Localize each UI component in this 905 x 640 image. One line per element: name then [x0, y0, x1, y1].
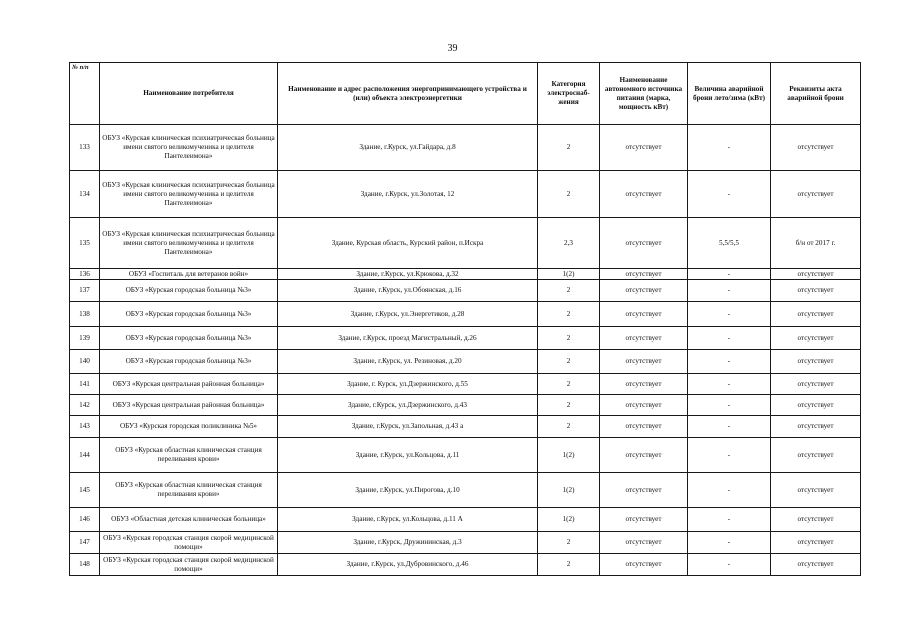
cell-object: Здание, г.Курск, ул.Дубровинского, д.46	[278, 554, 538, 576]
cell-act: отсутствует	[771, 171, 861, 218]
cell-num: 139	[70, 327, 100, 350]
cell-object: Здание, г.Курск, ул.Гайдара, д.8	[278, 125, 538, 171]
cell-reserve: -	[688, 473, 771, 508]
cell-consumer: ОБУЗ «Курская областная клиническая станция переливания крови»	[100, 473, 278, 508]
cell-source: отсутствует	[600, 438, 688, 473]
table-row	[70, 280, 861, 302]
cell-category: 1(2)	[538, 438, 600, 473]
table-row	[70, 554, 861, 576]
cell-category: 2	[538, 280, 600, 302]
cell-act: отсутствует	[771, 416, 861, 438]
cell-num: 143	[70, 416, 100, 438]
cell-object: Здание, г.Курск, ул.Пирогова, д.10	[278, 473, 538, 508]
cell-source: отсутствует	[600, 395, 688, 416]
cell-category: 2	[538, 171, 600, 218]
table-row	[70, 374, 861, 395]
cell-reserve: -	[688, 438, 771, 473]
cell-act: б/н от 2017 г.	[771, 218, 861, 269]
cell-source: отсутствует	[600, 280, 688, 302]
cell-act: отсутствует	[771, 350, 861, 374]
table-row	[70, 473, 861, 508]
cell-object: Здание, г.Курск, проезд Магистральный, д.26	[278, 327, 538, 350]
cell-object: Здание, г.Курск, ул.Энергетиков, д.28	[278, 302, 538, 327]
cell-consumer: ОБУЗ «Курская центральная районная больница»	[100, 374, 278, 395]
cell-act: отсутствует	[771, 302, 861, 327]
header-num: № п/п	[70, 63, 100, 125]
table-row	[70, 416, 861, 438]
cell-consumer: ОБУЗ «Курская клиническая психиатрическая больница имени святого великомученика и целителя Пантелеимона»	[100, 171, 278, 218]
cell-reserve: -	[688, 327, 771, 350]
cell-category: 2	[538, 125, 600, 171]
cell-category: 2	[538, 416, 600, 438]
cell-act: отсутствует	[771, 125, 861, 171]
cell-reserve: -	[688, 269, 771, 280]
cell-source: отсутствует	[600, 125, 688, 171]
cell-num: 142	[70, 395, 100, 416]
cell-act: отсутствует	[771, 473, 861, 508]
table-row	[70, 438, 861, 473]
cell-object: Здание, г.Курск, ул.Запольная, д.43 а	[278, 416, 538, 438]
cell-act: отсутствует	[771, 532, 861, 554]
cell-act: отсутствует	[771, 327, 861, 350]
cell-act: отсутствует	[771, 280, 861, 302]
cell-reserve: -	[688, 125, 771, 171]
cell-source: отсутствует	[600, 473, 688, 508]
table-row	[70, 327, 861, 350]
cell-source: отсутствует	[600, 218, 688, 269]
cell-category: 1(2)	[538, 473, 600, 508]
cell-consumer: ОБУЗ «Курская городская станция скорой медицинской помощи»	[100, 554, 278, 576]
table-body	[70, 125, 861, 576]
cell-num: 136	[70, 269, 100, 280]
cell-category: 2	[538, 374, 600, 395]
header-consumer: Наименование потребителя	[100, 63, 278, 125]
cell-num: 135	[70, 218, 100, 269]
cell-object: Здание, г.Курск, ул.Кольцова, д.11 А	[278, 508, 538, 532]
cell-num: 137	[70, 280, 100, 302]
cell-category: 1(2)	[538, 508, 600, 532]
cell-source: отсутствует	[600, 508, 688, 532]
cell-reserve: -	[688, 532, 771, 554]
cell-object: Здание, г.Курск, ул.Кольцова, д.11	[278, 438, 538, 473]
header-reserve: Величина аварийной брони лето/зима (кВт)	[688, 63, 771, 125]
cell-consumer: ОБУЗ «Курская городская больница №3»	[100, 327, 278, 350]
cell-reserve: -	[688, 554, 771, 576]
cell-reserve: -	[688, 171, 771, 218]
cell-num: 133	[70, 125, 100, 171]
table-row	[70, 302, 861, 327]
cell-num: 134	[70, 171, 100, 218]
table-row	[70, 269, 861, 280]
table-row	[70, 350, 861, 374]
cell-source: отсутствует	[600, 554, 688, 576]
cell-consumer: ОБУЗ «Курская городская больница №3»	[100, 302, 278, 327]
cell-reserve: -	[688, 416, 771, 438]
table-row	[70, 508, 861, 532]
cell-category: 2	[538, 395, 600, 416]
cell-category: 1(2)	[538, 269, 600, 280]
cell-source: отсутствует	[600, 269, 688, 280]
cell-source: отсутствует	[600, 350, 688, 374]
cell-category: 2	[538, 327, 600, 350]
cell-reserve: -	[688, 280, 771, 302]
cell-consumer: ОБУЗ «Курская городская поликлиника №5»	[100, 416, 278, 438]
header-act: Реквизиты акта аварийной брони	[771, 63, 861, 125]
cell-category: 2	[538, 302, 600, 327]
header-source: Наименование автономного источника питания (марка, мощность кВт)	[600, 63, 688, 125]
cell-object: Здание, г.Курск, Дружининская, д.3	[278, 532, 538, 554]
cell-source: отсутствует	[600, 327, 688, 350]
cell-num: 147	[70, 532, 100, 554]
cell-consumer: ОБУЗ «Курская областная клиническая станция переливания крови»	[100, 438, 278, 473]
cell-source: отсутствует	[600, 302, 688, 327]
cell-reserve: -	[688, 302, 771, 327]
cell-num: 140	[70, 350, 100, 374]
cell-consumer: ОБУЗ «Курская клиническая психиатрическая больница имени святого великомученика и целителя Пантелеимона»	[100, 125, 278, 171]
table-header-row	[70, 63, 861, 125]
cell-act: отсутствует	[771, 554, 861, 576]
table-row	[70, 125, 861, 171]
cell-object: Здание, г.Курск, ул.Золотая, 12	[278, 171, 538, 218]
cell-category: 2	[538, 532, 600, 554]
cell-reserve: -	[688, 374, 771, 395]
consumers-table	[69, 62, 861, 576]
cell-act: отсутствует	[771, 508, 861, 532]
cell-consumer: ОБУЗ «Госпиталь для ветеранов войн»	[100, 269, 278, 280]
cell-num: 138	[70, 302, 100, 327]
cell-num: 141	[70, 374, 100, 395]
cell-object: Здание, г.Курск, ул.Обоянская, д.16	[278, 280, 538, 302]
cell-reserve: -	[688, 395, 771, 416]
header-category: Категория электроснаб-жения	[538, 63, 600, 125]
cell-object: Здание, г.Курск, ул. Резиновая, д.20	[278, 350, 538, 374]
cell-consumer: ОБУЗ «Курская центральная районная больница»	[100, 395, 278, 416]
cell-consumer: ОБУЗ «Областная детская клиническая больница»	[100, 508, 278, 532]
cell-num: 146	[70, 508, 100, 532]
cell-act: отсутствует	[771, 269, 861, 280]
cell-consumer: ОБУЗ «Курская городская станция скорой медицинской помощи»	[100, 532, 278, 554]
cell-object: Здание, Курская область, Курский район, п.Искра	[278, 218, 538, 269]
cell-consumer: ОБУЗ «Курская клиническая психиатрическая больница имени святого великомученика и целителя Пантелеимона»	[100, 218, 278, 269]
cell-consumer: ОБУЗ «Курская городская больница №3»	[100, 350, 278, 374]
page-number: 39	[447, 43, 458, 54]
header-object: Наименование и адрес расположения энергопринимающего устройства и (или) объекта электроэнергетики	[278, 63, 538, 125]
cell-act: отсутствует	[771, 438, 861, 473]
cell-num: 145	[70, 473, 100, 508]
cell-source: отсутствует	[600, 171, 688, 218]
cell-num: 148	[70, 554, 100, 576]
table-row	[70, 395, 861, 416]
cell-source: отсутствует	[600, 532, 688, 554]
cell-object: Здание, г.Курск, ул.Крюкова, д.32	[278, 269, 538, 280]
cell-reserve: 5,5/5,5	[688, 218, 771, 269]
cell-category: 2	[538, 350, 600, 374]
cell-num: 144	[70, 438, 100, 473]
cell-consumer: ОБУЗ «Курская городская больница №3»	[100, 280, 278, 302]
cell-object: Здание, г.Курск, ул.Дзержинского, д.43	[278, 395, 538, 416]
cell-reserve: -	[688, 508, 771, 532]
table-row	[70, 532, 861, 554]
cell-act: отсутствует	[771, 374, 861, 395]
cell-category: 2,3	[538, 218, 600, 269]
table-row	[70, 171, 861, 218]
cell-object: Здание, г. Курск, ул.Дзержинского, д.55	[278, 374, 538, 395]
cell-category: 2	[538, 554, 600, 576]
cell-act: отсутствует	[771, 395, 861, 416]
table-row	[70, 218, 861, 269]
cell-source: отсутствует	[600, 374, 688, 395]
cell-reserve: -	[688, 350, 771, 374]
cell-source: отсутствует	[600, 416, 688, 438]
